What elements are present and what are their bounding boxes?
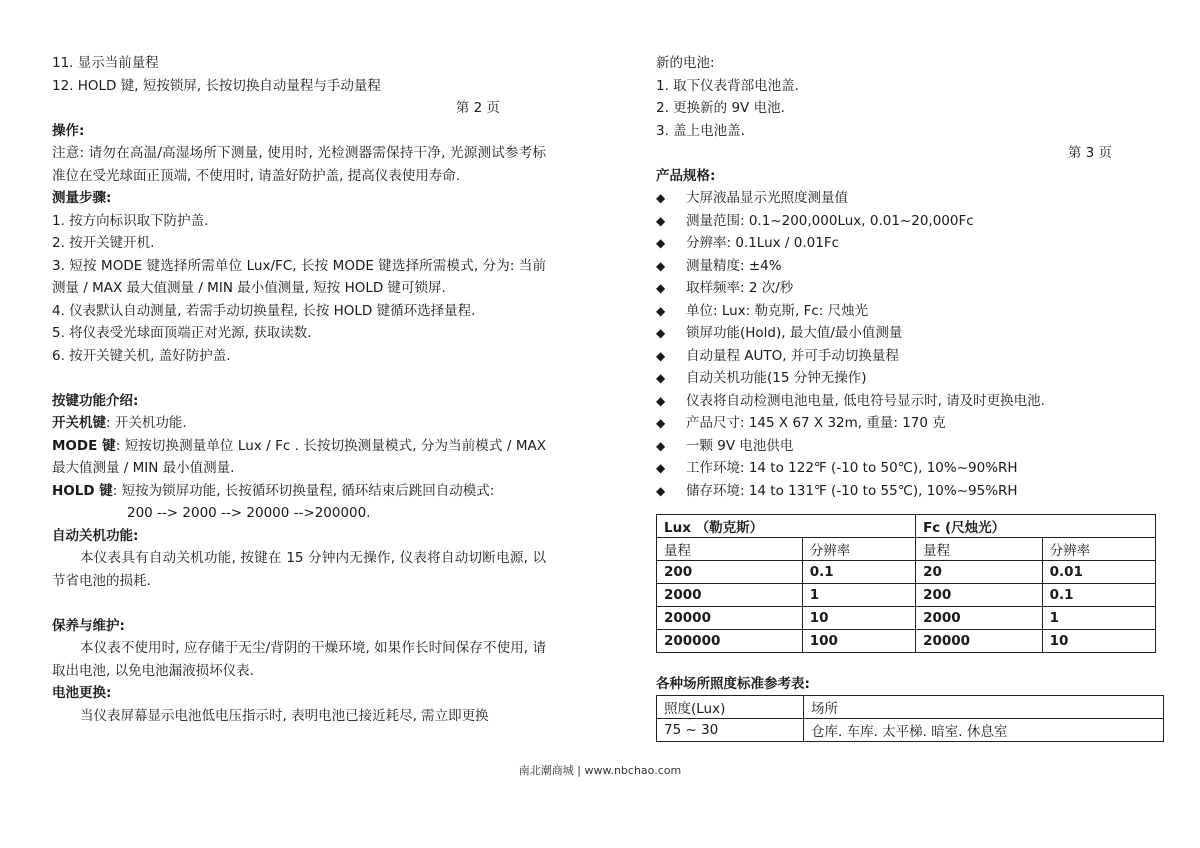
table-cell: 0.1 bbox=[1042, 584, 1155, 607]
spec-text: 单位: Lux: 勒克斯, Fc: 尺烛光 bbox=[686, 302, 869, 319]
spec-item bbox=[656, 255, 1156, 278]
spec-text: 储存环境: 14 to 131℉ (-10 to 55℃), 10%~95%RH bbox=[686, 482, 1018, 499]
spec-text: 分辨率: 0.1Lux / 0.01Fc bbox=[686, 235, 840, 251]
step-item: 2. 按开关键开机. bbox=[52, 235, 155, 251]
spec-item bbox=[656, 345, 1156, 368]
section-heading-steps: 测量步骤: bbox=[52, 190, 112, 206]
table-header-row bbox=[657, 515, 1156, 538]
operation-note: 注意: 请勿在高温/高湿场所下测量, 使用时, 光检测器需保持干净, 光源测试参考标准位在受光球面正顶端, 不使用时, 请盖好防护盖, 提高仪表使用寿命. bbox=[52, 145, 546, 184]
spec-list bbox=[656, 187, 1156, 502]
table-subheader-row bbox=[657, 538, 1156, 561]
spec-text: 工作环境: 14 to 122℉ (-10 to 50℃), 10%~90%RH bbox=[686, 460, 1018, 476]
key-label: 开关机键 bbox=[52, 415, 106, 431]
section-heading-operation: 操作: bbox=[52, 122, 85, 139]
page-number: 第 2 页 bbox=[455, 100, 500, 116]
list-item: 11. 显示当前量程 bbox=[52, 55, 159, 71]
section-heading-maintenance: 保养与维护: bbox=[52, 617, 125, 634]
section-heading-keys: 按键功能介绍: bbox=[52, 392, 139, 409]
table-cell: 10 bbox=[802, 607, 915, 630]
spec-item bbox=[656, 390, 1156, 413]
table-cell: 1 bbox=[802, 584, 915, 607]
step-item: 3. 短按 MODE 键选择所需单位 Lux/FC, 长按 MODE 键选择所需模式, 分为: 当前测量 / MAX 最大值测量 / MIN 最小值测量, 短按 HOLD 键可锁屏. bbox=[52, 257, 546, 296]
battery-step: 2. 更换新的 9V 电池. bbox=[656, 100, 785, 116]
diamond-bullet-icon: ◆ bbox=[656, 483, 666, 498]
key-power bbox=[52, 412, 546, 435]
diamond-bullet-icon: ◆ bbox=[656, 416, 666, 430]
col-header: 分辨率 bbox=[802, 538, 915, 561]
spec-item bbox=[656, 367, 1156, 390]
diamond-bullet-icon: ◆ bbox=[656, 236, 666, 250]
spec-text: 仪表将自动检测电池电量, 低电符号显示时, 请及时更换电池. bbox=[686, 392, 1045, 409]
battery-step: 3. 盖上电池盖. bbox=[656, 122, 745, 139]
step-item: 6. 按开关键关机, 盖好防护盖. bbox=[52, 347, 231, 364]
spec-text: 测量范围: 0.1~200,000Lux, 0.01~20,000Fc bbox=[686, 212, 974, 229]
battery-step: 1. 取下仪表背部电池盖. bbox=[656, 77, 799, 94]
spec-text: 自动关机功能(15 分钟无操作) bbox=[686, 370, 867, 386]
auto-off-text: 本仪表具有自动关机功能, 按键在 15 分钟内无操作, 仪表将自动切断电源, 以节省电池的损耗. bbox=[52, 550, 546, 589]
table-cell: 0.1 bbox=[802, 561, 915, 584]
spec-item bbox=[656, 277, 1156, 300]
spec-item bbox=[656, 232, 1156, 255]
section-heading-auto-off: 自动关机功能: bbox=[52, 527, 139, 544]
key-mode bbox=[52, 435, 546, 480]
table-row bbox=[657, 584, 1156, 607]
diamond-bullet-icon: ◆ bbox=[656, 326, 666, 340]
col-header: 分辨率 bbox=[1042, 538, 1155, 561]
diamond-bullet-icon: ◆ bbox=[656, 213, 666, 228]
spec-text: 自动量程 AUTO, 并可手动切换量程 bbox=[686, 347, 899, 364]
diamond-bullet-icon: ◆ bbox=[656, 348, 666, 363]
table-cell: 200000 bbox=[657, 630, 803, 653]
table-cell: 75 ~ 30 bbox=[657, 719, 804, 742]
key-desc: : 短按切换测量单位 Lux / Fc . 长按切换测量模式, 分为当前模式 / MAX 最大值测量 / MIN 最小值测量. bbox=[52, 437, 546, 476]
reference-table bbox=[656, 695, 1164, 742]
diamond-bullet-icon: ◆ bbox=[656, 371, 666, 385]
spec-item bbox=[656, 322, 1156, 345]
diamond-bullet-icon: ◆ bbox=[656, 461, 666, 475]
list-item: 12. HOLD 键, 短按锁屏, 长按切换自动量程与手动量程 bbox=[52, 77, 381, 94]
table-cell: 仓库. 车库. 太平梯. 暗室. 休息室 bbox=[804, 719, 1164, 742]
step-item: 1. 按方向标识取下防护盖. bbox=[52, 212, 209, 229]
spec-text: 测量精度: ±4% bbox=[686, 257, 782, 274]
step-item: 5. 将仪表受光球面顶端正对光源, 获取读数. bbox=[52, 325, 312, 341]
lux-header: Lux （勒克斯） bbox=[657, 515, 916, 538]
hold-sequence: 200 --> 2000 --> 20000 -->200000. bbox=[127, 505, 371, 521]
col-header: 量程 bbox=[657, 538, 803, 561]
key-hold bbox=[52, 480, 546, 503]
key-desc: : 开关机功能. bbox=[106, 415, 187, 431]
table-row bbox=[657, 630, 1156, 653]
key-label: MODE 键 bbox=[52, 437, 116, 454]
diamond-bullet-icon: ◆ bbox=[656, 281, 666, 295]
diamond-bullet-icon: ◆ bbox=[656, 393, 666, 408]
table-cell: 2000 bbox=[657, 584, 803, 607]
range-table bbox=[656, 514, 1156, 653]
fc-header: Fc (尺烛光） bbox=[916, 515, 1156, 538]
table-cell: 10 bbox=[1042, 630, 1155, 653]
diamond-bullet-icon: ◆ bbox=[656, 438, 666, 453]
spacer bbox=[52, 367, 546, 390]
table-cell: 100 bbox=[802, 630, 915, 653]
maintenance-text: 本仪表不使用时, 应存储于无尘/背阴的干燥环境, 如果作长时间保存不使用, 请取出电池, 以免电池漏液损坏仪表. bbox=[52, 640, 546, 679]
key-desc: : 短按为锁屏功能, 长按循环切换量程, 循环结束后跳回自动模式: bbox=[112, 482, 495, 499]
page-number: 第 3 页 bbox=[1067, 145, 1112, 161]
spec-text: 产品尺寸: 145 X 67 X 32m, 重量: 170 克 bbox=[686, 415, 946, 431]
spec-text: 大屏液晶显示光照度测量值 bbox=[686, 190, 848, 206]
table-cell: 20000 bbox=[916, 630, 1043, 653]
spec-item bbox=[656, 412, 1156, 435]
col-header bbox=[657, 696, 804, 719]
spec-text: 一颗 9V 电池供电 bbox=[686, 437, 794, 454]
table-cell: 0.01 bbox=[1042, 561, 1155, 584]
reference-title: 各种场所照度标准参考表: bbox=[656, 676, 810, 692]
spec-item bbox=[656, 300, 1156, 323]
table-cell: 20 bbox=[916, 561, 1043, 584]
spec-item bbox=[656, 480, 1156, 503]
table-cell: 20000 bbox=[657, 607, 803, 630]
col-header: 场所 bbox=[804, 696, 1164, 719]
diamond-bullet-icon: ◆ bbox=[656, 303, 666, 318]
spec-item bbox=[656, 210, 1156, 233]
table-cell: 200 bbox=[657, 561, 803, 584]
diamond-bullet-icon: ◆ bbox=[656, 258, 666, 273]
table-cell: 200 bbox=[916, 584, 1043, 607]
table-cell: 1 bbox=[1042, 607, 1155, 630]
battery-text: 当仪表屏幕显示电池低电压指示时, 表明电池已接近耗尽, 需立即更换 bbox=[80, 707, 489, 724]
table-header-row bbox=[657, 696, 1164, 719]
step-item: 4. 仪表默认自动测量, 若需手动切换量程, 长按 HOLD 键循环选择量程. bbox=[52, 302, 476, 319]
section-heading-specs: 产品规格: bbox=[656, 167, 716, 184]
table-row bbox=[657, 719, 1164, 742]
header-text: 照度(Lux) bbox=[664, 701, 726, 717]
battery-continued: 新的电池: bbox=[656, 55, 715, 71]
table-row bbox=[657, 561, 1156, 584]
section-heading-battery: 电池更换: bbox=[52, 685, 112, 701]
spec-text: 取样频率: 2 次/秒 bbox=[686, 280, 794, 296]
spec-text: 锁屏功能(Hold), 最大值/最小值测量 bbox=[686, 325, 903, 341]
footer: 南北潮商城 | www.nbchao.com bbox=[518, 764, 682, 777]
spec-item bbox=[656, 435, 1156, 458]
spec-item bbox=[656, 457, 1156, 480]
table-row bbox=[657, 607, 1156, 630]
right-column bbox=[656, 52, 1156, 742]
spacer bbox=[52, 592, 546, 615]
diamond-bullet-icon: ◆ bbox=[656, 191, 666, 205]
col-header: 量程 bbox=[916, 538, 1043, 561]
spec-item bbox=[656, 187, 1156, 210]
left-column bbox=[52, 52, 546, 727]
key-label: HOLD 键 bbox=[52, 482, 113, 499]
table-cell: 2000 bbox=[916, 607, 1043, 630]
